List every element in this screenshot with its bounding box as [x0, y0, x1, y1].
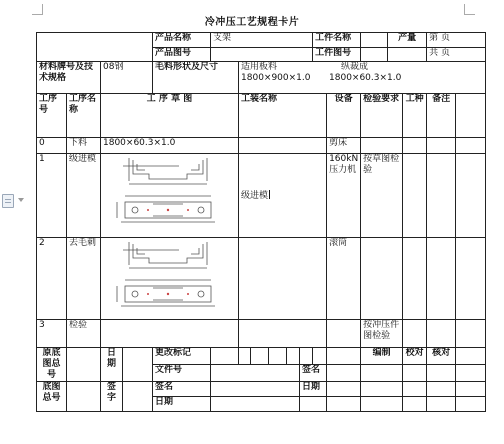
footer-cell-a4 — [269, 348, 287, 365]
col-step-no: 工序号 — [37, 94, 67, 138]
card-title: 冷冲压工艺规程卡片 — [204, 17, 300, 28]
footer-cell-b4 — [427, 365, 456, 382]
footer-cell-c4 — [403, 382, 427, 397]
col-extra — [456, 94, 486, 138]
review-label: 核对 — [427, 348, 456, 365]
footer-cell-c1 — [211, 382, 300, 397]
step-1-no: 1 — [37, 154, 67, 238]
document-icon[interactable] — [2, 194, 14, 208]
footer-cell-c3 — [361, 382, 403, 397]
step-0-sketch: 1800×60.3×1.0 — [101, 138, 239, 154]
step-1-extra — [456, 154, 486, 238]
part-name-value — [361, 33, 388, 48]
base-drawing-no-label: 底图总号 — [37, 382, 67, 412]
bracket-sketch-2 — [103, 238, 233, 316]
sheet-text: 适用板料 — [241, 62, 278, 72]
strip-text: 纵裁成 — [341, 62, 369, 72]
step-3-equipment — [327, 320, 361, 348]
sign-label-b: 签名 — [153, 382, 211, 397]
step-0-inspection — [361, 138, 403, 154]
step-0-hours — [403, 138, 427, 154]
blank-shape-label: 毛料形状及尺寸 — [153, 62, 239, 94]
step-3-sketch — [101, 320, 239, 348]
col-equipment: 设备 — [327, 94, 361, 138]
output-label: 产量 — [388, 33, 427, 48]
step-0-notes — [427, 138, 456, 154]
footer-cell-c6 — [456, 382, 486, 397]
step-0-tooling — [239, 138, 327, 154]
blank-shape-value — [239, 62, 486, 94]
part-drawing-value — [361, 48, 388, 62]
step-3-name: 检验 — [67, 320, 101, 348]
step-3-notes — [427, 320, 456, 348]
footer-cell-a5 — [287, 348, 300, 365]
col-step-name: 工序名称 — [67, 94, 101, 138]
product-drawing-label: 产品图号 — [153, 48, 211, 62]
text-cursor — [269, 190, 270, 199]
change-mark-label: 更改标记 — [153, 348, 211, 365]
step-2-hours — [403, 238, 427, 320]
footer-cell-b3 — [403, 365, 427, 382]
step-1-name: 级进模 — [67, 154, 101, 238]
step-1-tooling — [239, 154, 327, 238]
compile-label: 编制 — [361, 348, 403, 365]
footer-cell-a6 — [300, 348, 313, 365]
footer-cell-a9 — [456, 348, 486, 365]
step-0-name: 下料 — [67, 138, 101, 154]
step-0-equipment: 剪床 — [327, 138, 361, 154]
doc-no-value — [211, 365, 300, 382]
footer-sign-label: 签字 — [101, 382, 123, 412]
step-3-tooling — [239, 320, 327, 348]
step-2-equipment: 滚筒 — [327, 238, 361, 320]
footer-cell-d6 — [427, 397, 456, 412]
sheet-size: 1800×900×1.0 — [241, 73, 311, 83]
footer-cell-d7 — [456, 397, 486, 412]
footer-cell-d1 — [211, 397, 300, 412]
step-2-name: 去毛刺 — [67, 238, 101, 320]
footer-date-label: 日期 — [101, 348, 123, 382]
product-name-label: 产品名称 — [153, 33, 211, 48]
step-1-hours — [403, 154, 427, 238]
step-2-tooling — [239, 238, 327, 320]
page-label: 第 页 — [427, 33, 486, 48]
step-1-sketch — [101, 154, 239, 238]
step-1-tooling-text: 级进模 — [241, 190, 269, 201]
strip-size: 1800×60.3×1.0 — [329, 73, 402, 83]
orig-drawing-no-label: 原底图总号 — [37, 348, 67, 382]
step-3-hours — [403, 320, 427, 348]
part-name-label: 工件名称 — [313, 33, 361, 48]
step-2-no: 2 — [37, 238, 67, 320]
header-blank — [37, 33, 153, 62]
footer-cell-b5 — [456, 365, 486, 382]
step-2-inspection — [361, 238, 403, 320]
step-2-sketch — [101, 238, 239, 320]
step-0-no: 0 — [37, 138, 67, 154]
date-label-c: 日期 — [153, 397, 211, 412]
col-tooling: 工装名称 — [239, 94, 327, 138]
doc-no-label: 文件号 — [153, 365, 211, 382]
footer-cell-b1 — [327, 365, 361, 382]
footer-cell-d3 — [327, 397, 361, 412]
footer-cell-d2 — [300, 397, 327, 412]
footer-cell-a3 — [251, 348, 269, 365]
step-1-equipment: 160kN压力机 — [327, 154, 361, 238]
part-drawing-label: 工件图号 — [313, 48, 361, 62]
footer-sign-value — [123, 382, 153, 412]
process-card-table — [36, 32, 486, 412]
step-3-inspection: 按冲压件图检验 — [361, 320, 403, 348]
footer-cell-b2 — [361, 365, 403, 382]
product-name-value: 支架 — [211, 33, 313, 48]
footer-cell-d4 — [361, 397, 403, 412]
step-3-extra — [456, 320, 486, 348]
material-label: 材料牌号及技术规格 — [37, 62, 101, 94]
output-value — [388, 48, 427, 62]
check-label: 校对 — [403, 348, 427, 365]
bracket-sketch-1 — [103, 154, 233, 234]
footer-cell-c5 — [427, 382, 456, 397]
footer-cell-a7 — [313, 348, 327, 365]
footer-cell-c2 — [327, 382, 361, 397]
step-2-notes — [427, 238, 456, 320]
step-1-notes — [427, 154, 456, 238]
sign-label-a: 签名 — [300, 365, 327, 382]
step-2-extra — [456, 238, 486, 320]
footer-cell-a2 — [239, 348, 251, 365]
base-drawing-no-value — [67, 382, 101, 412]
footer-date-value — [123, 348, 153, 382]
col-sketch: 工 序 草 图 — [101, 94, 239, 138]
col-inspection: 检验要求 — [361, 94, 403, 138]
date-label-b: 日期 — [300, 382, 327, 397]
footer-cell-a8 — [327, 348, 361, 365]
chevron-down-icon[interactable] — [18, 198, 24, 202]
step-3-no: 3 — [37, 320, 67, 348]
col-hours: 工种 — [403, 94, 427, 138]
product-drawing-value — [211, 48, 313, 62]
step-1-inspection: 按草图检验 — [361, 154, 403, 238]
material-grade: 08钢 — [101, 62, 153, 94]
total-pages-label: 共 页 — [427, 48, 486, 62]
orig-drawing-no-value — [67, 348, 101, 382]
footer-cell-d5 — [403, 397, 427, 412]
col-notes: 备注 — [427, 94, 456, 138]
step-0-extra — [456, 138, 486, 154]
footer-cell-a1 — [211, 348, 239, 365]
